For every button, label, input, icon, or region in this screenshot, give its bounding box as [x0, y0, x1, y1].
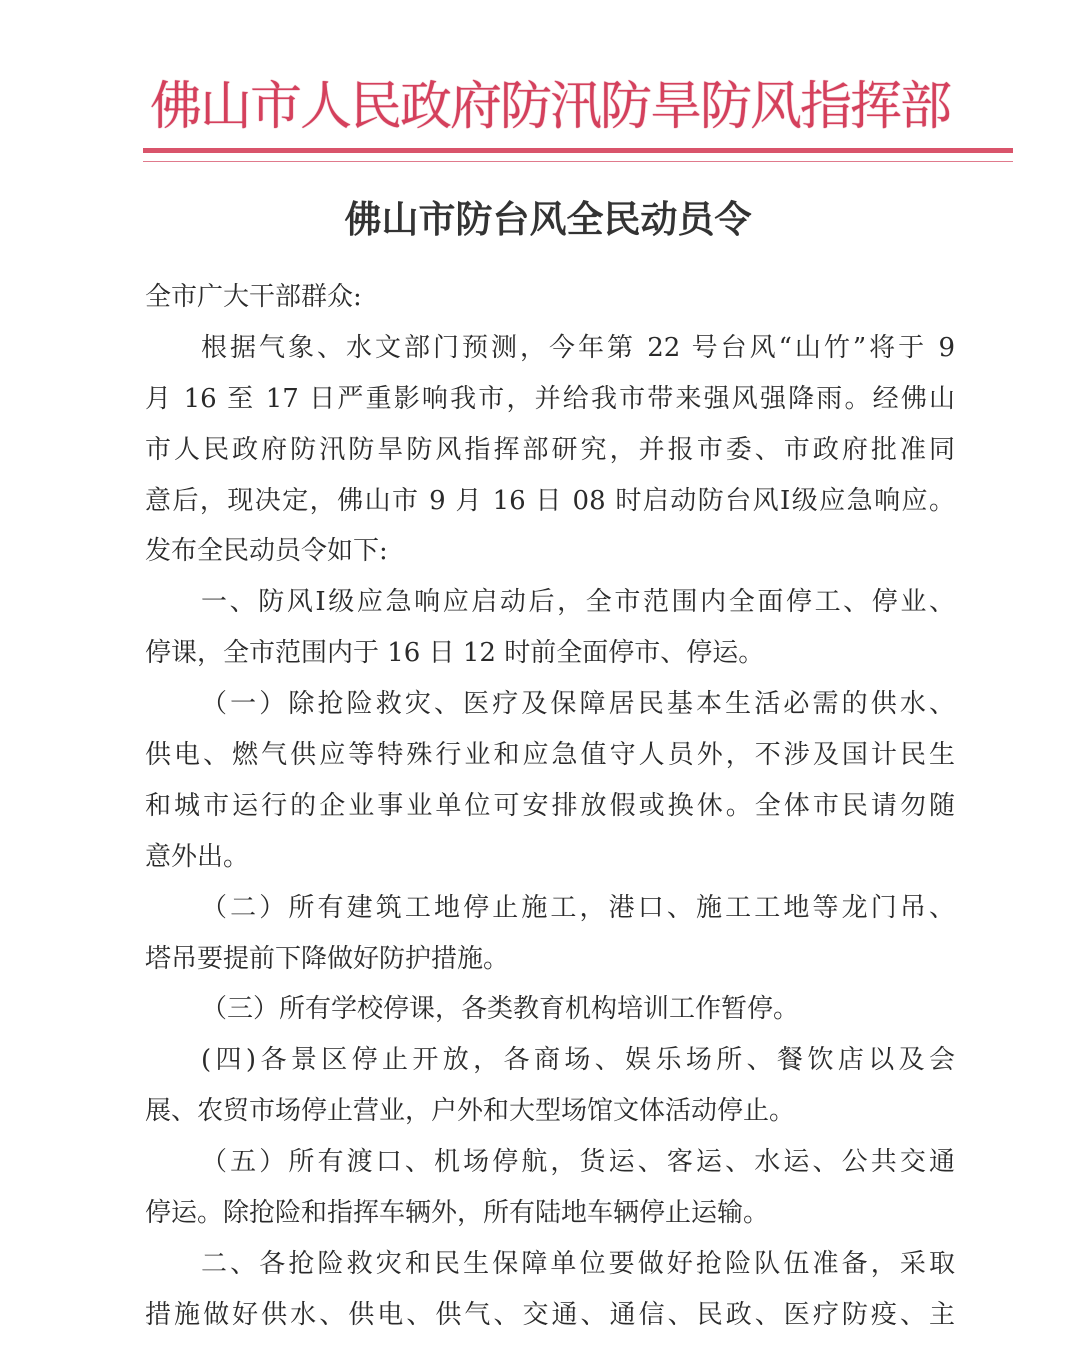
issuing-organization-letterhead: 佛山市人民政府防汛防旱防风指挥部 [150, 77, 951, 137]
document-text-line: （三）所有学校停课，各类教育机构培训工作暂停。 [201, 994, 800, 1025]
document-text-line: 意后，现决定，佛山市 9 月 16 日 08 时启动防台风Ⅰ级应急响应。 [145, 485, 955, 516]
document-text-line: （五）所有渡口、机场停航，货运、客运、水运、公共交通 [201, 1147, 955, 1178]
document-body [145, 272, 955, 1341]
document-text-line: 月 16 至 17 日严重影响我市，并给我市带来强风强降雨。经佛山 [145, 383, 955, 414]
document-text-line: （一）除抢险救灾、医疗及保障居民基本生活必需的供水、 [201, 689, 955, 720]
document-text-line: 意外出。 [145, 841, 250, 872]
document-text-line: 市人民政府防汛防旱防风指挥部研究，并报市委、市政府批准同 [145, 434, 955, 465]
letterhead-red-rule-thin [143, 161, 1013, 162]
document-text-line: 发布全民动员令如下: [145, 536, 388, 567]
document-text-line: (四)各景区停止开放，各商场、娱乐场所、餐饮店以及会 [201, 1045, 955, 1076]
document-text-line: 供电、燃气供应等特殊行业和应急值守人员外，不涉及国计民生 [145, 740, 955, 771]
document-text-line: 和城市运行的企业事业单位可安排放假或换休。全体市民请勿随 [145, 790, 955, 821]
document-text-line: 全市广大干部群众: [145, 282, 362, 312]
document-text-line: （二）所有建筑工地停止施工，港口、施工工地等龙门吊、 [201, 892, 955, 923]
document-text-line: 塔吊要提前下降做好防护措施。 [145, 943, 510, 974]
letterhead-red-rule-thick [143, 148, 1013, 153]
document-text-line: 根据气象、水文部门预测，今年第 22 号台风“山竹”将于 9 [201, 332, 955, 363]
document-text-line: 二、各抢险救灾和民生保障单位要做好抢险队伍准备，采取 [201, 1248, 955, 1279]
document-text-line: 措施做好供水、供电、供气、交通、通信、民政、医疗防疫、主 [145, 1299, 955, 1330]
document-text-line: 一、防风Ⅰ级应急响应启动后，全市范围内全面停工、停业、 [201, 587, 955, 618]
document-text-line: 停课，全市范围内于 16 日 12 时前全面停市、停运。 [145, 638, 765, 669]
document-text-line: 停运。除抢险和指挥车辆外，所有陆地车辆停止运输。 [145, 1198, 770, 1229]
document-title: 佛山市防台风全民动员令 [344, 197, 752, 241]
document-text-line: 展、农贸市场停止营业，户外和大型场馆文体活动停止。 [145, 1096, 796, 1127]
